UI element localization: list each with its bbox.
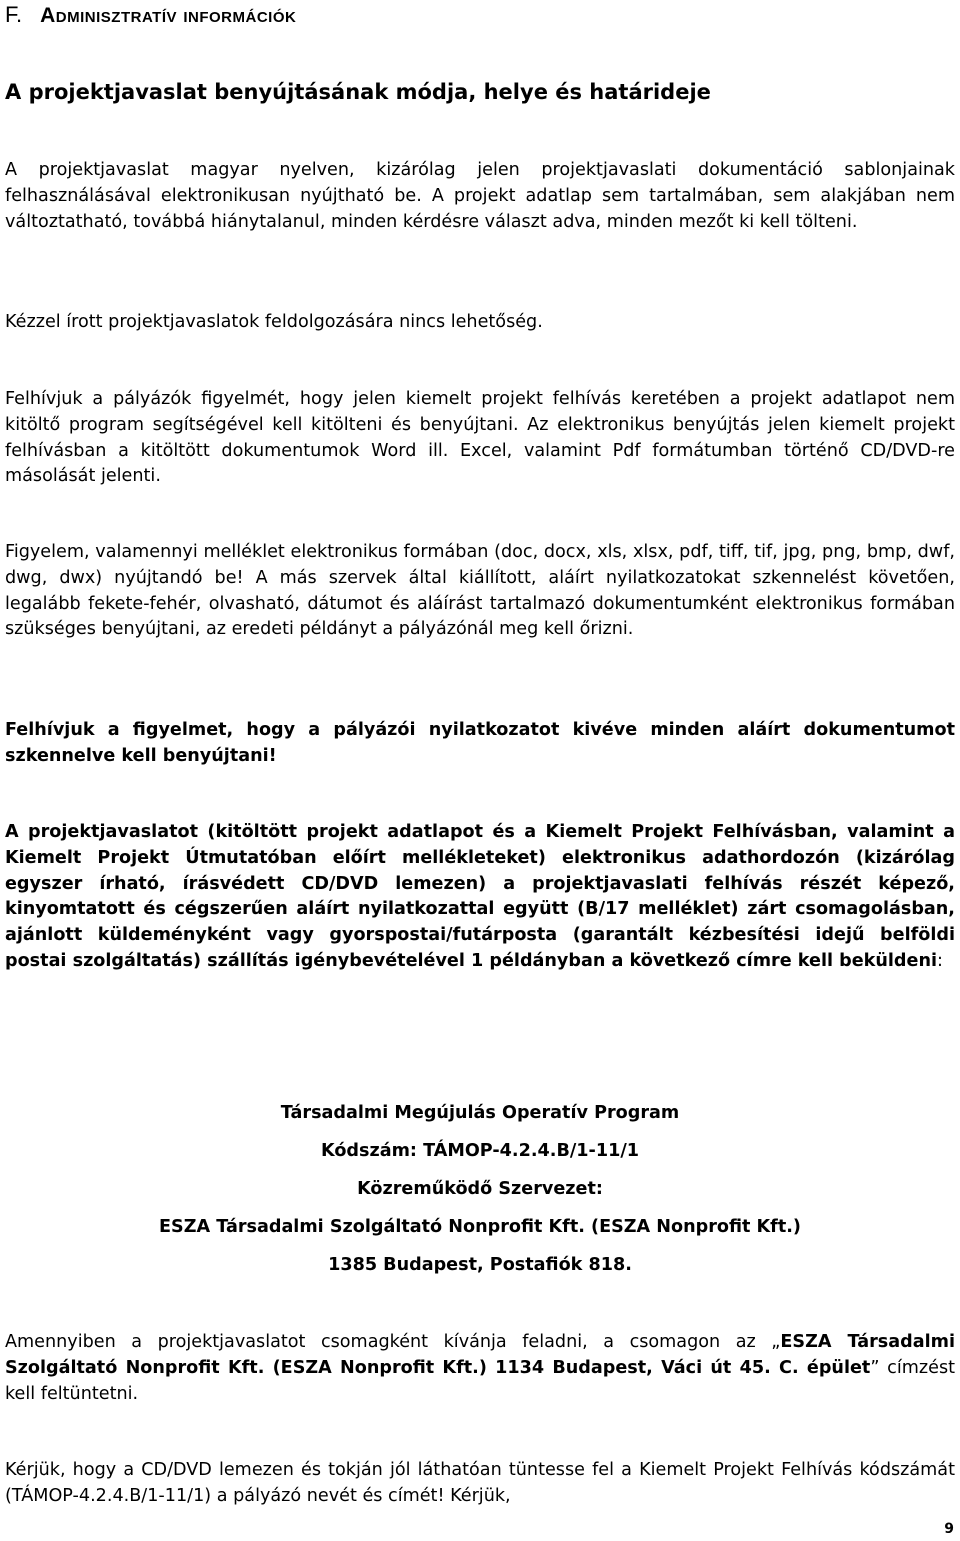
address-postbox: 1385 Budapest, Postafiók 818. <box>328 1255 632 1275</box>
paragraph-submission-mode: A projektjavaslat magyar nyelven, kizárólag jelen projektjavaslati dokumentáció sablonjainak felhasználásával elektronikusan nyújtható be. A projekt adatlap sem tartalmában, sem alakjában nem változtatható, továbbá hiánytalanul, minden kérdésre választ adva, minden mezőt ki kell tölteni. <box>5 160 955 232</box>
mailing-instructions-tail: : <box>937 950 943 971</box>
address-program: Társadalmi Megújulás Operatív Program <box>280 1103 680 1123</box>
page-number: 9 <box>944 1521 954 1537</box>
package-address-start: Amennyiben a projektjavaslatot csomagként kívánja feladni, a csomagon az „ <box>5 1332 781 1352</box>
address-code: Kódszám: TÁMOP-4.2.4.B/1-11/1 <box>321 1141 639 1161</box>
paragraph-scan-warning: Felhívjuk a figyelmet, hogy a pályázói nyilatkozatot kivéve minden aláírt dokumentumot szkennelve kell benyújtani! <box>5 720 955 766</box>
mailing-instructions-bold: A projektjavaslatot (kitöltött projekt adatlapot és a Kiemelt Projekt Felhívásban, valamint a Kiemelt Projekt Útmutatóban előírt mellékleteket) elektronikus adathordozón (kizárólag egyszer írható, írásvédett CD/DVD lemezen) a projektjavaslati felhívás részét képező, kinyomtatott és cégszerűen aláírt nyilatkozattal együtt (B/17 melléklet) zárt csomagolásban, ajánlott küldeményként vagy gyorspostai/futárposta (garantált kézbesítési idejű belföldi postai szolgáltatás) szállítás igénybevételével 1 példányban a következő címre kell beküldeni <box>5 822 955 971</box>
address-organization-label: Közreműködő Szervezet: <box>357 1179 603 1199</box>
paragraph-cd-label: Kérjük, hogy a CD/DVD lemezen és tokján jól láthatóan tüntesse fel a Kiemelt Projekt Felhívás kódszámát (TÁMOP-4.2.4.B/1-11/1) a pályázó nevét és címét! Kérjük, <box>5 1460 955 1506</box>
paragraph-package-address <box>5 1330 955 1407</box>
package-address-bold: ESZA Társadalmi Szolgáltató Nonprofit Kft. (ESZA Nonprofit Kft.) 1134 Budapest, Váci út 45. C. épület <box>5 1332 955 1378</box>
section-header <box>5 2 296 28</box>
paragraph-electronic-submission: Felhívjuk a pályázók figyelmét, hogy jelen kiemelt projekt felhívás keretében a projekt adatlapot nem kitöltő program segítségével kell kitölteni és benyújtani. Az elektronikus benyújtás jelen kiemelt projekt felhívásban a kitöltött dokumentumok Word ill. Excel, valamint Pdf formátumban történő CD/DVD-re másolását jelenti. <box>5 389 955 487</box>
package-address-end: ” címzést kell feltüntetni. <box>5 1357 956 1404</box>
paragraph-mailing-instructions <box>5 820 955 975</box>
address-organization: ESZA Társadalmi Szolgáltató Nonprofit Kft. (ESZA Nonprofit Kft.) <box>159 1217 801 1237</box>
paragraph-attachments: Figyelem, valamennyi melléklet elektronikus formában (doc, docx, xls, xlsx, pdf, tiff, tif, jpg, png, bmp, dwf, dwg, dwx) nyújtandó be! A más szervek által kiállított, aláírt nyilatkozatokat szkennelést követően, legalább fekete-fehér, olvasható, dátumot és aláírást tartalmazó dokumentumként elektronikus formában szükséges benyújtani, az eredeti példányt a pályázónál meg kell őrizni. <box>5 542 955 640</box>
section-title: Adminisztratív információk <box>40 4 297 27</box>
paragraph-handwritten: Kézzel írott projektjavaslatok feldolgozására nincs lehetőség. <box>5 312 543 332</box>
section-letter: F. <box>5 2 23 27</box>
heading: A projektjavaslat benyújtásának módja, helye és határideje <box>5 80 711 104</box>
